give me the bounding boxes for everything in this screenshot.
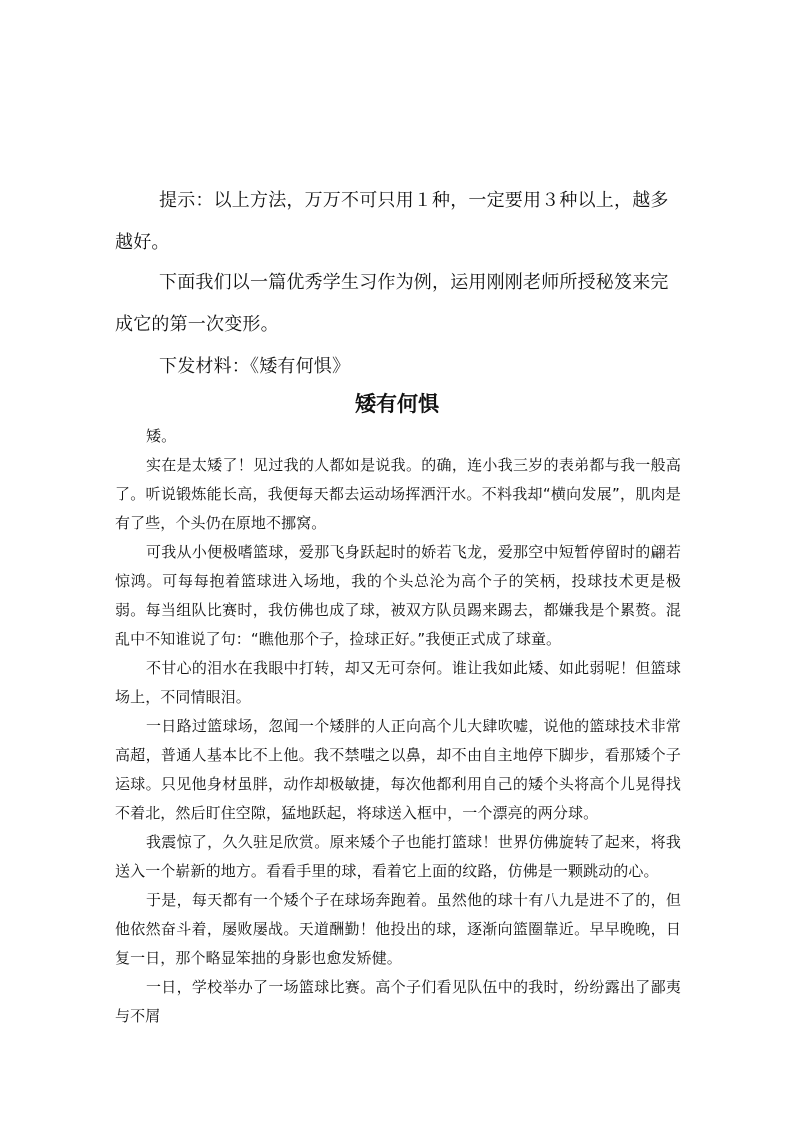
article-paragraph: 于是，每天都有一个矮个子在球场奔跑着。虽然他的球十有八九是进不了的，但他依然奋斗着，屡败屡战。天道酬勤！他投出的球，逐渐向篮圈靠近。早早晚晚，日复一日，那个略显笨拙的身影也愈发矫健。	[115, 891, 681, 967]
intro-example-section	[115, 262, 683, 346]
intro-tip-section	[115, 180, 683, 264]
article-title: 矮有何惧	[355, 391, 439, 416]
example-paragraph: 下面我们以一篇优秀学生习作为例，运用刚刚老师所授秘笈来完成它的第一次变形。	[115, 272, 669, 335]
article-paragraph: 实在是太矮了！见过我的人都如是说我。的确，连小我三岁的表弟都与我一般高了。听说锻炼能长高，我便每天都去运动场挥洒汗水。不料我却“横向发展”，肌肉是有了些，个头仍在原地不挪窝。	[115, 456, 681, 532]
article-paragraph: 一日路过篮球场，忽闻一个矮胖的人正向高个儿大肆吹嘘，说他的篮球技术非常高超，普通人基本比不上他。我不禁嗤之以鼻，却不由自主地停下脚步，看那矮个子运球。只见他身材虽胖，动作却极敏捷，每次他都利用自己的矮个头将高个儿晃得找不着北，然后盯住空隙，猛地跃起，将球送入框中，一个漂亮的两分球。	[115, 717, 681, 822]
article-paragraph: 一日，学校举办了一场篮球比赛。高个子们看见队伍中的我时，纷纷露出了鄙夷与不屑	[115, 978, 681, 1025]
article-paragraph: 我震惊了，久久驻足欣赏。原来矮个子也能打篮球！世界仿佛旋转了起来，将我送入一个崭新的地方。看看手里的球，看着它上面的纹路，仿佛是一颗跳动的心。	[115, 833, 681, 880]
article-body	[115, 422, 681, 1031]
article-paragraph: 不甘心的泪水在我眼中打转，却又无可奈何。谁让我如此矮、如此弱呢！但篮球场上，不同情眼泪。	[115, 659, 681, 706]
intro-material-section	[115, 346, 683, 388]
article-paragraph: 矮。	[146, 427, 177, 445]
article-paragraph: 可我从小便极嗜篮球，爱那飞身跃起时的娇若飞龙，爱那空中短暂停留时的翩若惊鸿。可每每抱着篮球进入场地，我的个头总沦为高个子的笑柄，投球技术更是极弱。每当组队比赛时，我仿佛也成了球，被双方队员踢来踢去，都嫌我是个累赘。混乱中不知谁说了句：“瞧他那个子，捡球正好。”我便正式成了球童。	[115, 543, 681, 648]
tip-paragraph: 提示：以上方法，万万不可只用１种，一定要用３种以上，越多越好。	[115, 190, 669, 253]
material-paragraph: 下发材料：《矮有何惧》	[159, 356, 351, 377]
